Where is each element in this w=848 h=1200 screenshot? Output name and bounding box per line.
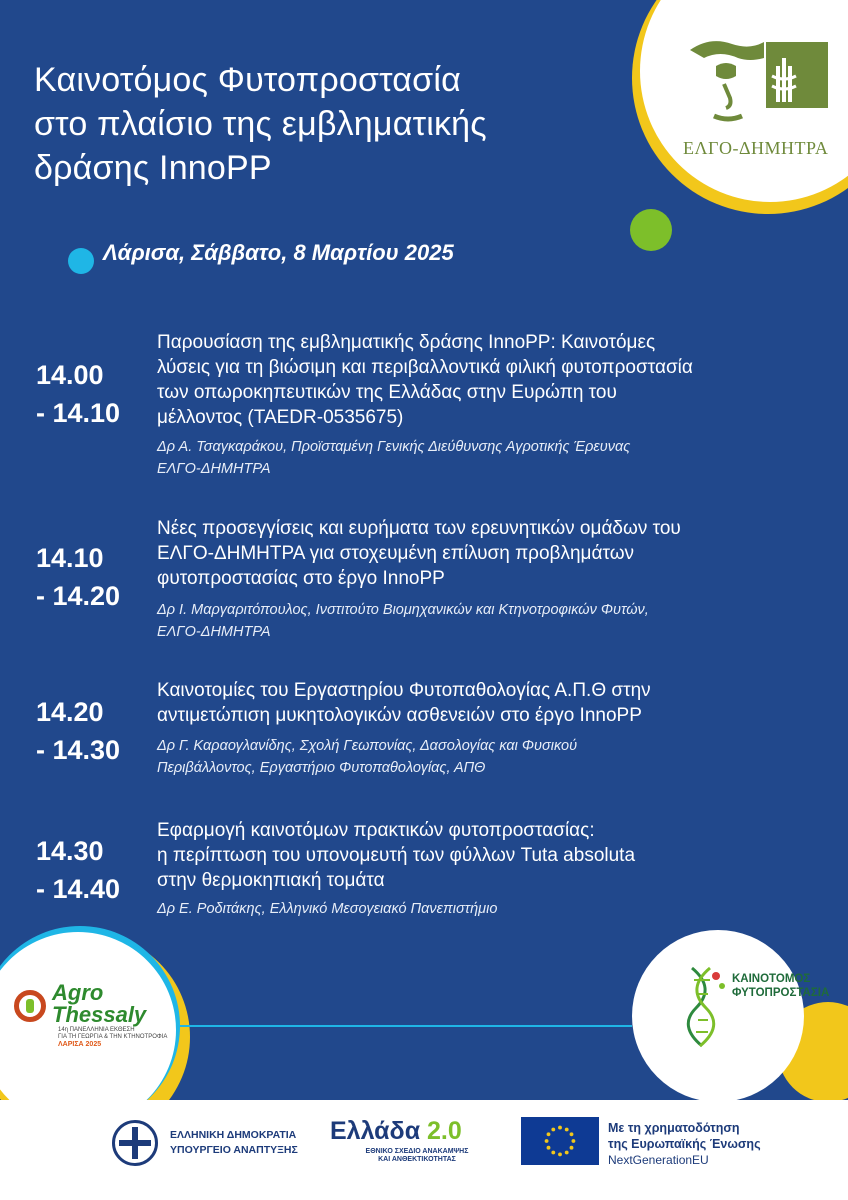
title-line: των οπωροκηπευτικών της Ελλάδας στην Ευρώπη του [157, 382, 617, 403]
eu-line: Με τη χρηματοδότηση [608, 1121, 740, 1135]
ngeu-text: NextGenerationEU [608, 1153, 709, 1167]
kf-logo [672, 960, 830, 1050]
session-time [36, 832, 120, 908]
title-line: δράσης InnoPP [34, 149, 272, 187]
session-title [157, 516, 797, 591]
time-end: - 14.10 [36, 398, 121, 428]
session-time [36, 356, 120, 432]
kf-line: ΚΑΙΝΟΤΟΜΟΣ [732, 973, 811, 985]
ellada-title [330, 1117, 462, 1146]
ellada-sub-line: ΚΑΙ ΑΝΘΕΚΤΙΚΟΤΗΤΑΣ [378, 1156, 456, 1163]
title-line: Παρουσίαση της εμβληματικής δράσης InnoPP: Καινοτόμες [157, 332, 656, 353]
eu-flag-icon [521, 1117, 599, 1165]
speaker-line: Περιβάλλοντος, Εργαστήριο Φυτοπαθολογίας, ΑΠΘ [157, 760, 486, 776]
title-line: μέλλοντος (TAEDR-0535675) [157, 407, 404, 428]
agro-logo-title [52, 982, 146, 1026]
title-line: λύσεις για τη βιώσιμη και περιβαλλοντικά φιλική φυτοπροστασία [157, 357, 693, 378]
session-time [36, 539, 120, 615]
speaker-line: ΕΛΓΟ-ΔΗΜΗΤΡΑ [157, 461, 271, 477]
agro-logo-subtitle [58, 1027, 167, 1048]
time-start: 14.20 [36, 697, 104, 727]
session-speaker [157, 436, 817, 480]
page-title [34, 58, 487, 190]
ellada-word: Ελλάδα [330, 1117, 421, 1145]
cyan-dot-decoration [68, 248, 94, 274]
divider-line [176, 1025, 632, 1027]
speaker-line: Δρ Γ. Καραογλανίδης, Σχολή Γεωπονίας, Δασολογίας και Φυσικού [157, 738, 578, 754]
elgo-logo-icon [680, 36, 832, 136]
speaker-line: ΕΛΓΟ-ΔΗΜΗΤΡΑ [157, 624, 271, 640]
ellada-sub-line: ΕΘΝΙΚΟ ΣΧΕΔΙΟ ΑΝΑΚΑΜΨΗΣ [365, 1148, 469, 1155]
republic-line: ΕΛΛΗΝΙΚΗ ΔΗΜΟΚΡΑΤΙΑ [170, 1129, 297, 1141]
speaker-line: Δρ Ε. Ροδιτάκης, Ελληνικό Μεσογειακό Πανεπιστήμιο [157, 901, 498, 917]
kf-line: ΦΥΤΟΠΡΟΣΤΑΣΙΑ [732, 987, 830, 999]
time-start: 14.30 [36, 836, 104, 866]
eu-line: της Ευρωπαϊκής Ένωσης [608, 1137, 761, 1151]
time-end: - 14.20 [36, 581, 121, 611]
kf-logo-text [732, 972, 829, 1000]
title-line: αντιμετώπιση μυκητολογικών ασθενειών στο έργο InnoPP [157, 705, 642, 726]
dna-plant-icon [672, 960, 732, 1050]
title-line: Καινοτομίες του Εργαστηρίου Φυτοπαθολογίας Α.Π.Θ στην [157, 680, 651, 701]
session-title [157, 678, 797, 728]
agro-thessaly-logo [14, 982, 184, 1052]
agro-year: ΛΑΡΙΣΑ 2025 [58, 1041, 102, 1048]
green-dot-decoration [630, 209, 672, 251]
time-end: - 14.30 [36, 735, 121, 765]
speaker-line: Δρ Ι. Μαργαριτόπουλος, Ινστιτούτο Βιομηχανικών και Κτηνοτροφικών Φυτών, [157, 602, 649, 618]
gear-icon [14, 990, 46, 1022]
title-line: η περίπτωση του υπονομευτή των φύλλων Tuta absoluta [157, 845, 636, 866]
title-line: στο πλαίσιο της εμβληματικής [34, 105, 487, 143]
agro-sub-line: 14η ΠΑΝΕΛΛΗΝΙΑ ΕΚΘΕΣΗ [58, 1027, 135, 1033]
elgo-logo-text: ΕΛΓΟ-ΔΗΜΗΤΡΑ [683, 138, 829, 158]
ellada-2-logo [330, 1117, 469, 1163]
session-title [157, 818, 797, 893]
event-date: Λάρισα, Σάββατο, 8 Μαρτίου 2025 [103, 240, 454, 265]
session-speaker [157, 599, 817, 643]
ellada-number: 2.0 [427, 1117, 462, 1145]
session-time [36, 693, 120, 769]
title-line: στην θερμοκηπιακή τομάτα [157, 870, 385, 891]
ellada-subtitle [342, 1148, 492, 1164]
agro-word: Agro [52, 980, 104, 1005]
time-end: - 14.40 [36, 874, 121, 904]
title-line: Καινοτόμος Φυτοπροστασία [34, 61, 461, 99]
ministry-line: ΥΠΟΥΡΓΕΙΟ ΑΝΑΠΤΥΞΗΣ [170, 1144, 298, 1156]
speaker-line: Δρ Α. Τσαγκαράκου, Προϊσταμένη Γενικής Διεύθυνσης Αγροτικής Έρευνας [157, 439, 631, 455]
ministry-text [170, 1128, 298, 1158]
greek-emblem-icon [112, 1120, 158, 1166]
thessaly-word: Thessaly [52, 1002, 147, 1027]
session-speaker [157, 735, 817, 779]
agro-sub-line: ΓΙΑ ΤΗ ΓΕΩΡΓΙΑ & ΤΗΝ ΚΤΗΝΟΤΡΟΦΙΑ [58, 1034, 168, 1040]
title-line: ΕΛΓΟ-ΔΗΜΗΤΡΑ για στοχευμένη επίλυση προβλημάτων [157, 543, 635, 564]
footer [0, 1100, 848, 1200]
eu-funding-text [608, 1120, 761, 1168]
session-title [157, 330, 797, 430]
title-line: Εφαρμογή καινοτόμων πρακτικών φυτοπροστασίας: [157, 820, 595, 841]
time-start: 14.00 [36, 360, 104, 390]
title-line: Νέες προσεγγίσεις και ευρήματα των ερευνητικών ομάδων του [157, 518, 681, 539]
title-line: φυτοπροστασίας στο έργο InnoPP [157, 568, 445, 589]
session-speaker [157, 898, 817, 920]
time-start: 14.10 [36, 543, 104, 573]
